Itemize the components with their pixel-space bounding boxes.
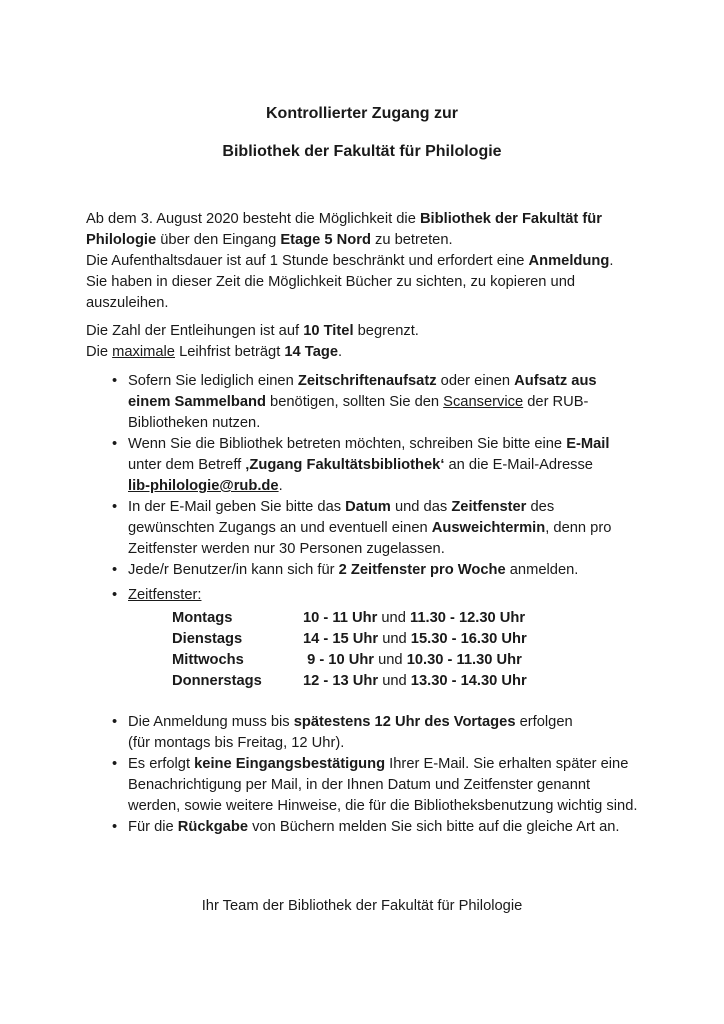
schedule-day: Montags (172, 610, 233, 626)
text-run: Sie haben in dieser Zeit die Möglichkeit Bücher zu sichten, zu kopieren und (86, 274, 576, 290)
text-run: In der E-Mail geben Sie bitte das (128, 499, 346, 515)
text-run: maximale (112, 344, 175, 360)
schedule-row (172, 650, 654, 671)
list-item (112, 754, 654, 817)
schedule-time-first: 9 - 10 Uhr (303, 652, 375, 668)
list-item (112, 560, 654, 581)
text-run: , denn pro (545, 520, 612, 536)
text-run: Wenn Sie die Bibliothek betreten möchten, schreiben Sie bitte eine (128, 436, 567, 452)
schedule-day: Dienstags (172, 631, 243, 647)
text-run: Die Aufenthaltsdauer ist auf 1 Stunde beschränkt und erfordert eine (86, 253, 529, 269)
schedule-table (172, 608, 654, 692)
text-run: und das (390, 499, 452, 515)
text-run: an die E-Mail-Adresse (444, 457, 593, 473)
text-run: Zeitschriftenaufsatz (297, 373, 437, 389)
text-run: Scanservice (443, 394, 524, 410)
schedule-row (172, 629, 654, 650)
text-run: von Büchern melden Sie sich bitte auf die gleiche Art an. (248, 819, 620, 835)
text-run: Leihfrist beträgt (174, 344, 285, 360)
text-run: unter dem Betreff (128, 457, 246, 473)
schedule-row (172, 608, 654, 629)
text-run: Benachrichtigung per Mail, in der Ihnen Datum und Zeitfenster genannt (128, 777, 591, 793)
text-run: über den Eingang (156, 232, 281, 248)
list-item (112, 712, 654, 754)
document-title (86, 95, 638, 171)
text-run: Bibliothek der Fakultät für (419, 211, 602, 227)
text-run: des (526, 499, 555, 515)
text-run: Die Zahl der Entleihungen ist auf (86, 323, 304, 339)
text-run: anmelden. (505, 562, 579, 578)
schedule-day: Mittwochs (172, 652, 244, 668)
text-run: . (278, 478, 283, 494)
schedule-time-first: 12 - 13 Uhr (303, 673, 379, 689)
title-line-2: Bibliothek der Fakultät für Philologie (222, 143, 502, 160)
schedule-time-second: 10.30 - 11.30 Uhr (406, 652, 522, 668)
text-run: ‚Zugang Fakultätsbibliothek‘ (245, 457, 445, 473)
schedule-time-second: 13.30 - 14.30 Uhr (410, 673, 527, 689)
text-run: 14 Tage (284, 344, 338, 360)
paragraph-access-info (86, 209, 654, 314)
schedule-conjunction: und (374, 652, 407, 668)
text-run: einem Sammelband (128, 394, 266, 410)
text-run: benötigen, sollten Sie den (265, 394, 444, 410)
text-run: erfolgen (515, 714, 573, 730)
text-run: Datum (345, 499, 391, 515)
text-run: . (338, 344, 343, 360)
text-run: Ausweichtermin (431, 520, 546, 536)
text-run: 10 Titel (303, 323, 354, 339)
text-run: begrenzt. (353, 323, 419, 339)
schedule-conjunction: und (377, 610, 410, 626)
text-run: Jede/r Benutzer/in kann sich für (128, 562, 339, 578)
list-item (112, 817, 654, 838)
text-run: Ab dem 3. August 2020 besteht die Möglichkeit die (86, 211, 420, 227)
list-item (112, 585, 654, 606)
text-run: Sofern Sie lediglich einen (128, 373, 298, 389)
text-run: Zeitfenster (451, 499, 527, 515)
email-link[interactable]: lib-philologie@rub.de (128, 478, 279, 494)
schedule-time-first: 10 - 11 Uhr (303, 610, 378, 626)
paragraph-loan-limits (86, 321, 654, 363)
text-run: Anmeldung (528, 253, 610, 269)
text-run: E-Mail (566, 436, 610, 452)
text-run: Ihrer E-Mail. Sie erhalten später eine (385, 756, 629, 772)
text-run: Rückgabe (177, 819, 248, 835)
text-run: auszuleihen. (86, 295, 169, 311)
text-run: oder einen (436, 373, 515, 389)
text-run: Es erfolgt (128, 756, 195, 772)
list-item (112, 371, 654, 434)
schedule-conjunction: und (378, 673, 411, 689)
registration-bullet-list (86, 712, 654, 838)
text-run: keine Eingangsbestätigung (194, 756, 386, 772)
text-run: (für montags bis Freitag, 12 Uhr). (128, 735, 345, 751)
footer-signature: Ihr Team der Bibliothek der Fakultät für Philologie (201, 898, 523, 914)
text-run: . (609, 253, 614, 269)
text-run: spätestens 12 Uhr des Vortages (293, 714, 516, 730)
schedule-time-second: 15.30 - 16.30 Uhr (410, 631, 527, 647)
text-run: gewünschten Zugangs an und eventuell einen (128, 520, 432, 536)
schedule-conjunction: und (378, 631, 411, 647)
text-run: Zeitfenster: (128, 587, 202, 603)
text-run: Philologie (86, 232, 157, 248)
text-run: Für die (128, 819, 178, 835)
text-run: Zeitfenster werden nur 30 Personen zugelassen. (128, 541, 445, 557)
text-run: Die (86, 344, 113, 360)
list-item (112, 497, 654, 560)
text-run: Etage 5 Nord (280, 232, 371, 248)
schedule-row (172, 671, 654, 692)
schedule-time-first: 14 - 15 Uhr (303, 631, 379, 647)
text-run: zu betreten. (370, 232, 453, 248)
text-run: der RUB- (523, 394, 589, 410)
info-bullet-list (86, 371, 654, 606)
text-run: 2 Zeitfenster pro Woche (338, 562, 506, 578)
schedule-time-second: 11.30 - 12.30 Uhr (409, 610, 526, 626)
title-line-1: Kontrollierter Zugang zur (266, 105, 458, 122)
list-item (112, 434, 654, 497)
text-run: Aufsatz aus (514, 373, 597, 389)
text-run: Bibliotheken nutzen. (128, 415, 261, 431)
text-run: Die Anmeldung muss bis (128, 714, 294, 730)
text-run: werden, sowie weitere Hinweise, die für die Bibliotheksbenutzung wichtig sind. (128, 798, 638, 814)
schedule-day: Donnerstags (172, 673, 262, 689)
